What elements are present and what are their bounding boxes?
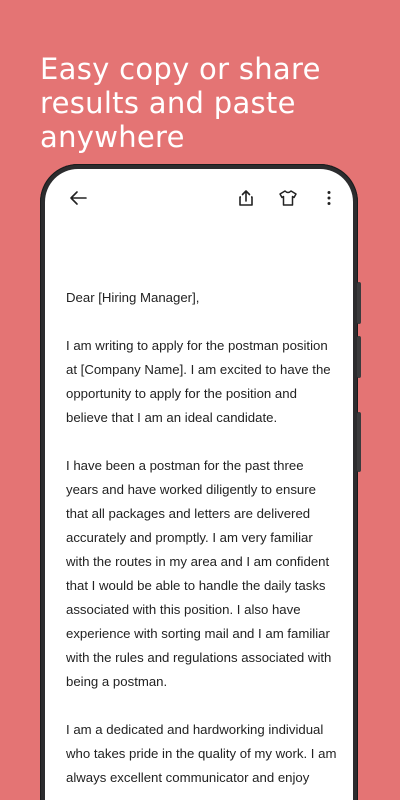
letter-paragraph: Dear [Hiring Manager], [66,290,200,305]
letter-paragraph: I am a dedicated and hardworking individual who takes pride in the quality of my work. I am always excellent communicator and enjoy [66,722,337,785]
letter-content [66,286,338,800]
promo-headline-line-1: Easy copy or share [40,52,321,86]
arrow-left-icon [68,188,88,208]
letter-paragraph: I have been a postman for the past three years and have worked diligently to ensure that all packages and letters are delivered accurately and promptly. I am very familiar with the routes in my area and I am confident that I would be able to handle the daily tasks associated with this position. I also have experience with sorting mail and I am familiar with the rules and regulations associated with being a postman. [66,458,332,689]
share-button[interactable] [233,185,259,211]
tshirt-icon [278,189,298,207]
phone-volume-down-button [357,336,361,378]
back-button[interactable] [65,185,91,211]
more-options-button[interactable] [319,185,339,211]
more-vertical-icon [326,190,332,206]
share-icon [237,189,255,207]
promo-headline-line-2: results and paste [40,86,296,120]
tshirt-button[interactable] [275,185,301,211]
phone-frame [40,164,358,800]
promo-headline [40,52,380,154]
app-toolbar [45,183,353,213]
phone-screen [45,169,353,800]
phone-volume-up-button [357,282,361,324]
letter-paragraph: I am writing to apply for the postman position at [Company Name]. I am excited to have the opportunity to apply for the position and believe that I am an ideal candidate. [66,338,331,425]
promo-headline-line-3: anywhere [40,120,185,154]
phone-power-button [357,412,361,472]
